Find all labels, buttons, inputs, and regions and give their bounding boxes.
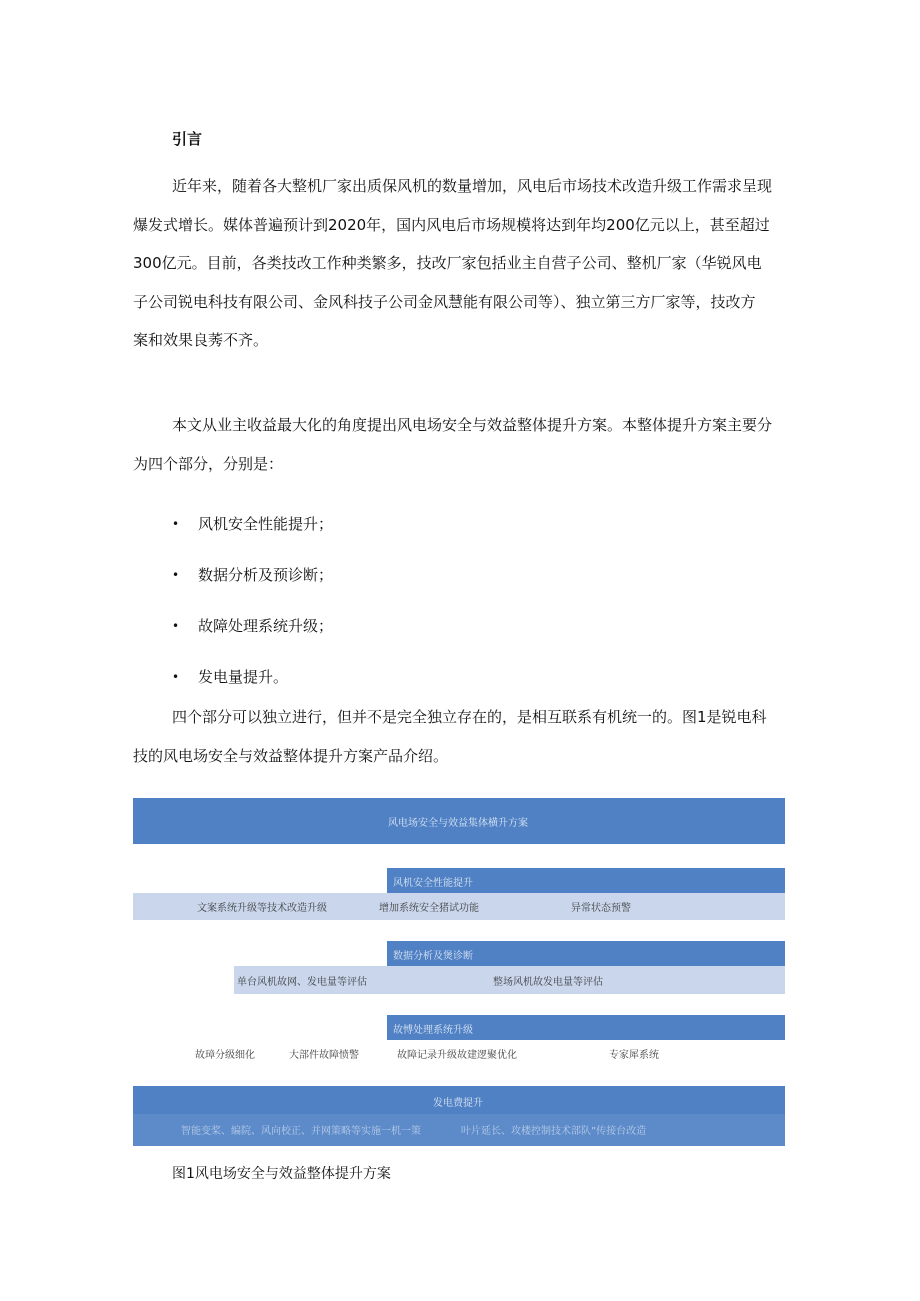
figure-caption: 图1风电场安全与效益整体提升方案 [172,1166,391,1182]
section-3-item: 大部件故障愤警 [289,1050,359,1061]
paragraph-line: 为四个部分，分别是： [133,454,284,473]
section-1-header: 风机安全性能提升 [393,878,473,889]
list-item: • 风机安全性能提升； [172,515,334,533]
paragraph-line: 技的风电场安全与效益整体提升方案产品介绍。 [133,746,449,765]
section-1-item: 增加系统安全猪试功能 [379,903,479,914]
section-2-item: 单台风机故网、发电量等评估 [237,977,367,988]
section-3-item: 专家犀系统 [609,1050,659,1061]
paragraph-line: 爆发式增长。媒体普遍预计到2020年，国内风电后市场规模将达到年均200亿元以上，甚至超过 [133,215,770,234]
section-1-item: 异常状态预警 [571,903,631,914]
paragraph-line: 四个部分可以独立进行，但并不是完全独立存在的，是相互联系有机统一的。图1是锐电科 [172,708,767,726]
paragraph-line: 子公司锐电科技有限公司、金风科技子公司金风慧能有限公司等）、独立第三方厂家等，技改方 [133,292,756,311]
section-3-header: 故愽处理系统升级 [393,1025,473,1036]
bullet-list [172,505,333,709]
list-item: • 数据分析及预诊断； [172,566,334,584]
section-2-item: 整场风机故发电量等评估 [493,977,603,988]
section-4-item: 叶片延长、攻楼控制技术部队”传接台改造 [461,1126,647,1137]
paragraph-3 [133,698,785,775]
section-1-item: 文案系统升级等技术改造升级 [197,903,327,914]
section-4-header: 发电费提升 [433,1098,483,1109]
figure [133,798,785,1146]
figure-title: 风电场安全与效益集体横升方案 [388,818,528,829]
list-item: • 故障处理系统升级； [172,617,334,635]
paragraph-1 [133,167,785,360]
paragraph-line: 本文从业主收益最大化的角度提出风电场安全与效益整体提升方案。本整体提升方案主要分 [172,416,773,434]
section-heading: 引言 [172,130,203,148]
section-3-item: 故障记录升级故建逻聚优化 [397,1050,517,1061]
paragraph-line: 近年来，随着各大整机厂家出质保风机的数量增加，风电后市场技术改造升级工作需求呈现 [172,177,773,195]
section-4-item: 智能变桨、编院、风向校正、并网策略等实施一机一策 [181,1126,421,1137]
list-item: • 发电量提升。 [172,668,289,686]
paragraph-line: 300亿元。目前，各类技改工作种类繁多，技改厂家包括业主自营子公司、整机厂家（华锐风电 [133,254,762,272]
paragraph-line: 案和效果良莠不齐。 [133,331,269,349]
paragraph-2 [133,406,785,483]
section-3-item: 故璋分级细化 [195,1050,255,1061]
section-2-header: 数据分析及煲诊断 [393,951,473,962]
